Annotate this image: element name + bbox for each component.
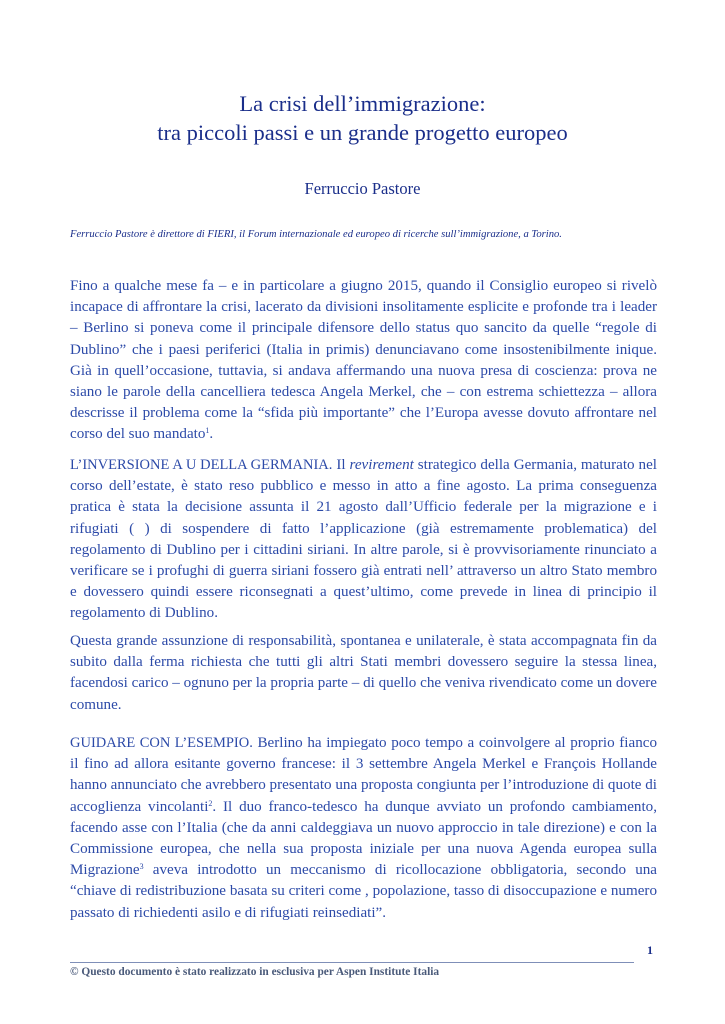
paragraph-3: Questa grande assunzione di responsabilità, spontanea e unilaterale, è stata accompagnata fin da subito dalla ferma richiesta che tutti gli altri Stati membri dovessero seguire la stessa linea, facendosi carico – ognuno per la propria parte – di quello che veniva rivendicato come un dovere comune. bbox=[70, 633, 657, 713]
paragraph-2-italic: revirement bbox=[349, 457, 414, 473]
paragraph-1-end: . bbox=[209, 426, 214, 443]
document-title-line-2: tra piccoli passi e un grande progetto europeo bbox=[157, 120, 568, 145]
author-name: Ferruccio Pastore bbox=[304, 179, 421, 198]
page-number: 1 bbox=[647, 943, 653, 957]
paragraph-4 bbox=[70, 733, 657, 924]
section-lead-germany: L’INVERSIONE A U DELLA GERMANIA. bbox=[70, 457, 333, 473]
paragraph-4-text-a: Berlino ha impiegato poco tempo a coinvolgere al proprio fianco il fino ad allora esitante governo francese: il 3 settembre Angela Merkel e François Hollande hanno annunciato che avrebbero presentato una proposta congiunta per l’introduzione di quote di accoglienza vincolanti bbox=[70, 735, 657, 815]
section-lead-example: GUIDARE CON L’ESEMPIO. bbox=[70, 735, 253, 751]
paragraph-1 bbox=[70, 276, 657, 446]
paragraph-1-text: Fino a qualche mese fa – e in particolare a giugno 2015, quando il Consiglio europeo si rivelò incapace di affrontare la crisi, lacerato da divisioni insolitamente esplicite e profonde tra i leader – Berlino si poneva come il principale difensore dello status quo sancito da quelle “regole di Dublino” che i paesi periferici (Italia in primis) denunciavano come insostenibilmente inique. Già in quell’occasione, tuttavia, si andava affermando una nuova presa di coscienza: prova ne siano le parole della cancelliera tedesca Angela Merkel, che – con estrema schiettezza – allora descrisse il problema come la “sfida più importante” che l’Europa avesse dovuto affrontare nel corso del suo mandato bbox=[70, 278, 657, 443]
paragraph-2-text-b: strategico della Germania, maturato nel corso dell’estate, è stato reso pubblico e messo in atto a fine agosto. La prima conseguenza pratica è stata la decisione assunta il 21 agosto dall’Ufficio federale per la migrazione e i rifugiati ( ) di sospendere di fatto l’applicazione (già estremamente problematica) del regolamento di Dublino per i cittadini siriani. In altre parole, si è provvisoriamente rinunciato a verificare se i profughi di guerra siriani fossero già entrati nell’ attraverso un altro Stato membro e dovessero quindi essere riconsegnati a quest’ultimo, come prevede in linea di principio il regolamento di Dublino. bbox=[70, 457, 657, 622]
footer-copyright: © Questo documento è stato realizzato in esclusiva per Aspen Institute Italia bbox=[70, 966, 440, 978]
footnote-ref-3[interactable]: 3 bbox=[139, 862, 144, 872]
footnote-ref-1[interactable]: 1 bbox=[205, 426, 210, 436]
footer-divider bbox=[70, 962, 634, 963]
footnote-ref-2[interactable]: 2 bbox=[208, 798, 213, 808]
paragraph-2-text-a: Il bbox=[332, 457, 350, 473]
paragraph-2 bbox=[70, 455, 657, 625]
document-title-line-1: La crisi dell’immigrazione: bbox=[239, 91, 486, 116]
author-bio: Ferruccio Pastore è direttore di FIERI, il Forum internazionale ed europeo di ricerche sull’immigrazione, a Torino. bbox=[70, 229, 562, 240]
paragraph-4-text-c: aveva introdotto un meccanismo di ricollocazione obbligatoria, secondo una “chiave di redistribuzione basata su criteri come , popolazione, tasso di disoccupazione e numero passato di richiedenti asilo e di rifugiati reinsediati”. bbox=[70, 862, 657, 921]
paragraph-4-text-b: . Il duo franco-tedesco ha dunque avviato un profondo cambiamento, facendo asse con l’Italia (che da anni caldeggiava un nuovo approccio in tale direzione) e con la Commissione europea, che nella sua proposta iniziale per una nuova Agenda europea sulla Migrazione bbox=[70, 798, 657, 879]
